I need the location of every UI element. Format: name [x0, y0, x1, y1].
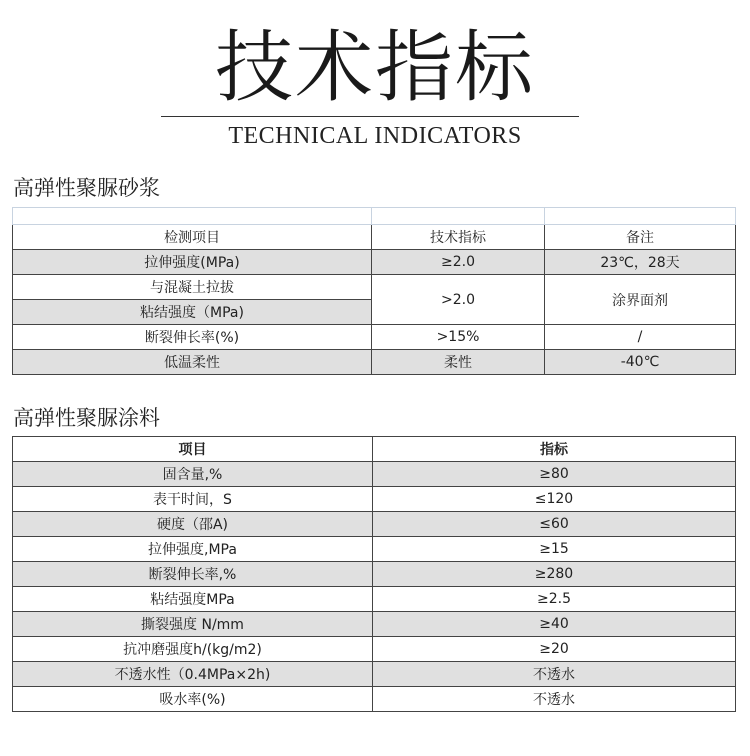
table-row [13, 487, 736, 512]
table-cell [13, 208, 372, 225]
item-cell: 硬度（邵A) [13, 512, 373, 537]
item-cell: 拉伸强度,MPa [13, 537, 373, 562]
table-row [13, 687, 736, 712]
item-cell: 粘结强度（MPa) [13, 300, 372, 325]
table-spacer-row [13, 208, 736, 225]
value-cell: ≥80 [373, 462, 736, 487]
table-row [13, 637, 736, 662]
column-header: 检测项目 [13, 225, 372, 250]
item-cell: 断裂伸长率(%) [13, 325, 372, 350]
item-cell: 与混凝土拉拔 [13, 275, 372, 300]
mortar-spec-table [12, 207, 736, 375]
item-cell: 拉伸强度(MPa) [13, 250, 372, 275]
title-divider [161, 116, 579, 117]
item-cell: 固含量,% [13, 462, 373, 487]
column-header: 指标 [373, 437, 736, 462]
value-cell: ≥15 [373, 537, 736, 562]
table-cell [372, 208, 545, 225]
note-cell: -40℃ [545, 350, 736, 375]
item-cell: 不透水性（0.4MPa×2h) [13, 662, 373, 687]
note-cell: / [545, 325, 736, 350]
item-cell: 低温柔性 [13, 350, 372, 375]
value-cell: 不透水 [373, 687, 736, 712]
value-cell: ≥2.0 [372, 250, 545, 275]
table-cell [545, 208, 736, 225]
value-cell: 柔性 [372, 350, 545, 375]
table-row [13, 662, 736, 687]
value-cell: >15% [372, 325, 545, 350]
table-row [13, 562, 736, 587]
column-header: 技术指标 [372, 225, 545, 250]
table-row [13, 512, 736, 537]
table-header-row [13, 225, 736, 250]
table-row [13, 350, 736, 375]
value-cell: >2.0 [372, 275, 545, 325]
item-cell: 撕裂强度 N/mm [13, 612, 373, 637]
table-row [13, 537, 736, 562]
table-row [13, 612, 736, 637]
page-subtitle: TECHNICAL INDICATORS [228, 123, 522, 149]
value-cell: ≥40 [373, 612, 736, 637]
note-cell: 涂界面剂 [545, 275, 736, 325]
table-row [13, 250, 736, 275]
table-row [13, 275, 736, 300]
item-cell: 吸水率(%) [13, 687, 373, 712]
column-header: 项目 [13, 437, 373, 462]
value-cell: 不透水 [373, 662, 736, 687]
item-cell: 表干时间，S [13, 487, 373, 512]
table-row [13, 587, 736, 612]
value-cell: ≥280 [373, 562, 736, 587]
item-cell: 粘结强度MPa [13, 587, 373, 612]
section-title-mortar: 高弹性聚脲砂浆 [13, 176, 160, 200]
table-row [13, 325, 736, 350]
value-cell: ≤60 [373, 512, 736, 537]
note-cell: 23℃，28天 [545, 250, 736, 275]
coating-spec-table [12, 436, 736, 712]
value-cell: ≤120 [373, 487, 736, 512]
value-cell: ≥20 [373, 637, 736, 662]
column-header: 备注 [545, 225, 736, 250]
item-cell: 抗冲磨强度h/(kg/m2) [13, 637, 373, 662]
table-header-row [13, 437, 736, 462]
table-row [13, 462, 736, 487]
item-cell: 断裂伸长率,% [13, 562, 373, 587]
value-cell: ≥2.5 [373, 587, 736, 612]
section-title-coating: 高弹性聚脲涂料 [13, 406, 160, 430]
page-title: 技术指标 [214, 23, 535, 113]
